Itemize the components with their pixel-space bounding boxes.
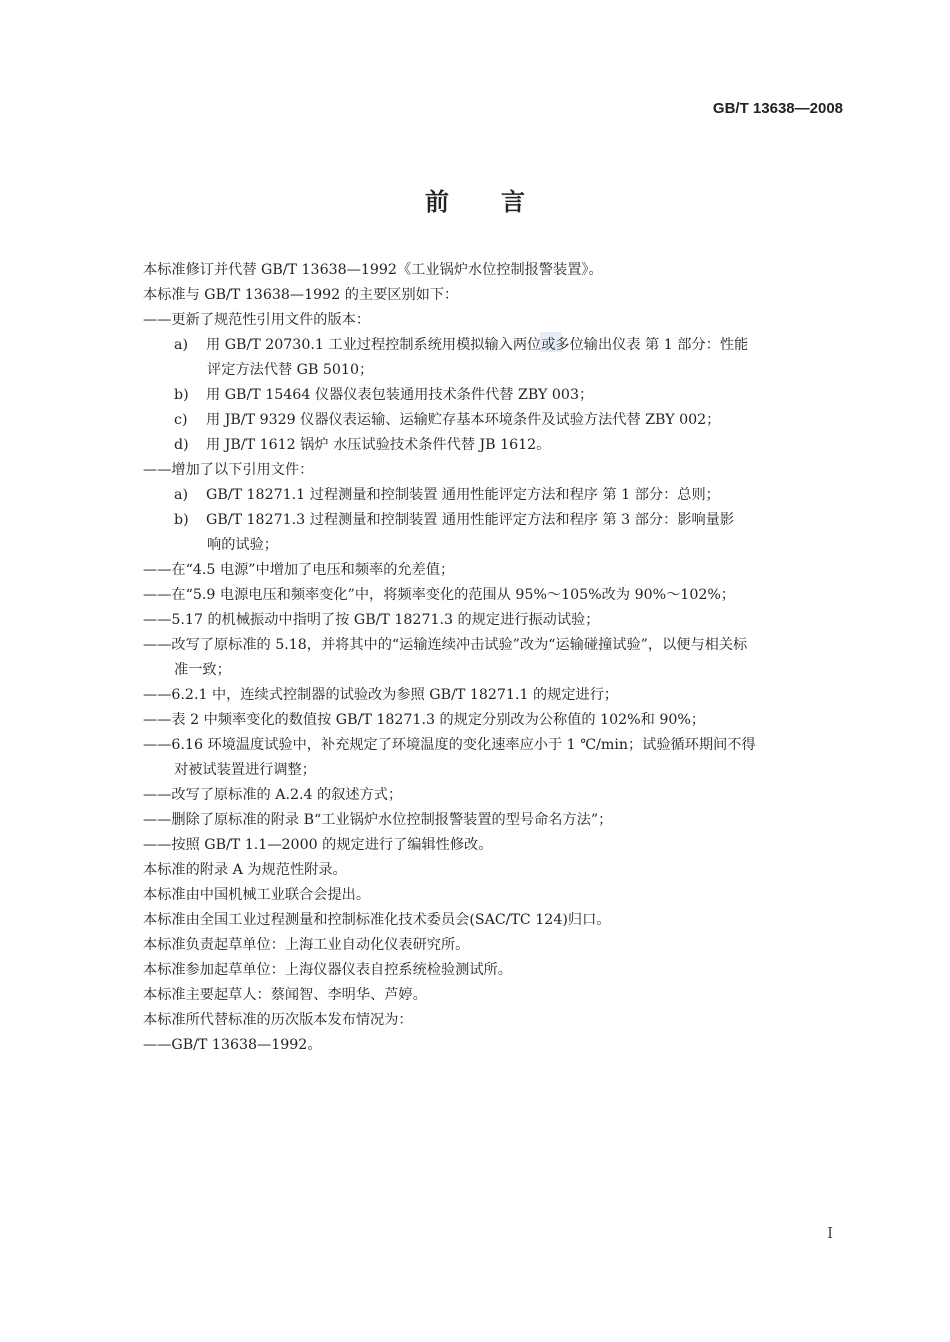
item-label: a) (174, 487, 188, 503)
paragraph-line: 本标准主要起草人：蔡闻智、李明华、芦婷。 (143, 987, 427, 1003)
foreword-body (143, 258, 845, 1058)
change-item: ——表 2 中频率变化的数值按 GB/T 18271.3 的规定分别改为公称值的 102%和 90%； (143, 712, 706, 728)
change-item: ——更新了规范性引用文件的版本： (143, 312, 371, 328)
change-item: ——5.17 的机械振动中指明了按 GB/T 18271.3 的规定进行振动试验； (143, 612, 600, 628)
list-item (143, 333, 845, 358)
item-label: b) (174, 387, 189, 403)
change-item: ——6.2.1 中，连续式控制器的试验改为参照 GB/T 18271.1 的规定进行； (143, 687, 619, 703)
paragraph-line: 本标准所代替标准的历次版本发布情况为： (143, 1012, 413, 1028)
item-label: d) (174, 437, 189, 453)
list-item (143, 508, 845, 533)
item-label: c) (174, 412, 188, 428)
paragraph-line: 响的试验； (207, 537, 278, 553)
list-item (143, 433, 845, 458)
page-title: 前言 (425, 188, 577, 216)
item-label: a) (174, 337, 188, 353)
page-number: I (827, 1224, 833, 1242)
paragraph-line: 准一致； (174, 662, 231, 678)
change-item: ——改写了原标准的 5.18，并将其中的“运输连续冲击试验”改为“运输碰撞试验”，以便与相关标 (143, 637, 748, 653)
paragraph-line: 本标准由中国机械工业联合会提出。 (143, 887, 371, 903)
item-label: b) (174, 512, 189, 528)
item-text: 用 JB/T 9329 仪器仪表运输、运输贮存基本环境条件及试验方法代替 ZBY 002； (206, 412, 721, 428)
paragraph-line: 对被试装置进行调整； (174, 762, 316, 778)
item-text: GB/T 18271.3 过程测量和控制装置 通用性能评定方法和程序 第 3 部分：影响量影 (206, 512, 735, 528)
list-item (143, 483, 845, 508)
paragraph-line: 评定方法代替 GB 5010； (207, 362, 374, 378)
change-item: ——GB/T 13638—1992。 (143, 1037, 322, 1053)
list-item (143, 383, 845, 408)
item-text: 用 GB/T 15464 仪器仪表包装通用技术条件代替 ZBY 003； (206, 387, 594, 403)
standard-number: GB/T 13638—2008 (712, 100, 843, 117)
change-item: ——在“5.9 电源电压和频率变化”中，将频率变化的范围从 95%～105%改为 90%～102%； (143, 587, 736, 603)
list-item (143, 408, 845, 433)
change-item: ——增加了以下引用文件： (143, 462, 314, 478)
change-item: ——删除了原标准的附录 B“工业锅炉水位控制报警装置的型号命名方法”； (143, 812, 613, 828)
item-text: 用 JB/T 1612 锅炉 水压试验技术条件代替 JB 1612。 (206, 437, 551, 453)
change-item: ——在“4.5 电源”中增加了电压和频率的允差值； (143, 562, 455, 578)
change-item: ——6.16 环境温度试验中，补充规定了环境温度的变化速率应小于 1 ℃/min；试验循环期间不得 (143, 737, 756, 753)
item-text: 用 GB/T 20730.1 工业过程控制系统用模拟输入两位或多位输出仪表 第 1 部分：性能 (206, 337, 749, 353)
change-item: ——改写了原标准的 A.2.4 的叙述方式； (143, 787, 403, 803)
item-text: GB/T 18271.1 过程测量和控制装置 通用性能评定方法和程序 第 1 部分：总则； (206, 487, 720, 503)
paragraph-line: 本标准的附录 A 为规范性附录。 (143, 862, 347, 878)
paragraph-line: 本标准与 GB/T 13638—1992 的主要区别如下： (143, 287, 459, 303)
paragraph-line: 本标准参加起草单位：上海仪器仪表自控系统检验测试所。 (143, 962, 512, 978)
paragraph-line: 本标准修订并代替 GB/T 13638—1992《工业锅炉水位控制报警装置》。 (143, 262, 603, 278)
paragraph-line: 本标准由全国工业过程测量和控制标准化技术委员会(SAC/TC 124)归口。 (143, 912, 611, 928)
paragraph-line: 本标准负责起草单位：上海工业自动化仪表研究所。 (143, 937, 470, 953)
change-item: ——按照 GB/T 1.1—2000 的规定进行了编辑性修改。 (143, 837, 493, 853)
